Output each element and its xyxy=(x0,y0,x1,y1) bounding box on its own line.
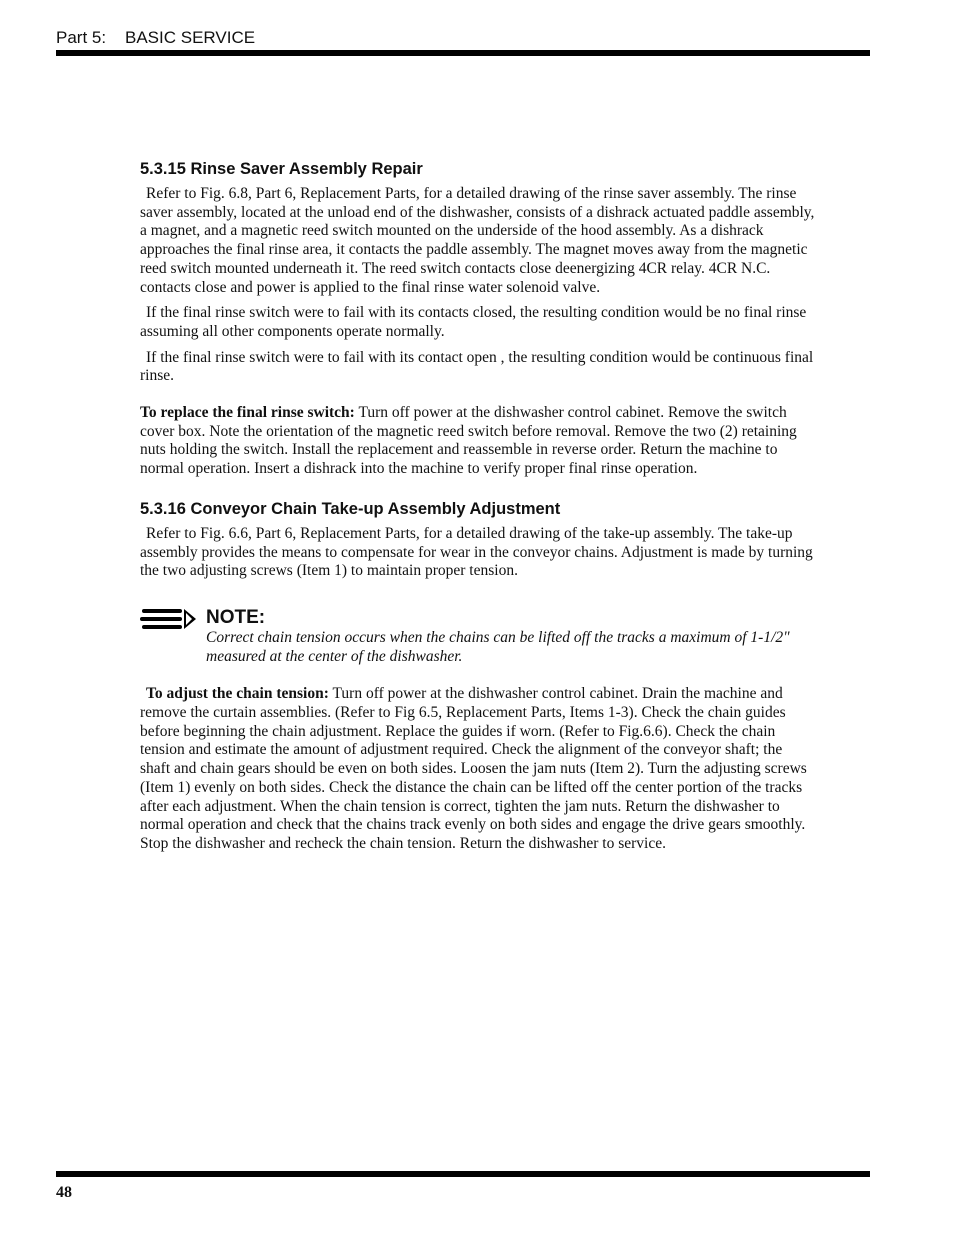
header-part: Part 5: xyxy=(56,28,107,47)
header-rule xyxy=(56,50,870,56)
paragraph: If the final rinse switch were to fail with its contacts closed, the resulting condition would be no final rinse assuming all other components operate normally. xyxy=(140,304,807,340)
section-rinse-saver xyxy=(140,160,815,479)
note-pointer-icon xyxy=(140,607,198,631)
adjust-text: Turn off power at the dishwasher control cabinet. Drain the machine and remove the curtain assemblies. (Refer to Fig 6.5, Replacement Parts, Items 1-3). Check the chain guides before beginning the chain adjustment. Replace the guides if worn. (Refer to Fig.6.6). Check the chain tension and estimate the amount of adjustment required. Check the alignment of the conveyor shaft; the shaft and chain gears should be even on both sides. Loosen the jam nuts (Item 2). Turn the adjusting screws (Item 1) evenly on both sides. Check the distance the chain can be lifted off the center portion of the tracks after each adjustment. When the chain tension is correct, tighten the jam nuts. Return the dishwasher to normal operation and check that the chains track evenly on both sides and engage the drive gears smoothly. Stop the dishwasher and recheck the chain tension. Return the dishwasher to service. xyxy=(140,685,807,852)
note-callout xyxy=(140,607,815,666)
paragraph: If the final rinse switch were to fail with its contact open , the resulting condition would be continuous final rinse. xyxy=(140,348,814,385)
replace-text: Turn off power at the dishwasher control cabinet. Remove the switch cover box. Note the orientation of the magnetic reed switch before removal. Remove the two (2) retaining nuts holding the switch. Install the replacement and reassemble in reverse order. Return the machine to normal operation. Insert a dishrack into the machine to verify proper final rinse operation. xyxy=(140,404,797,478)
adjust-instructions xyxy=(140,685,815,853)
page-header xyxy=(56,28,255,48)
footer-rule xyxy=(56,1171,870,1177)
page-number: 48 xyxy=(56,1184,72,1201)
replace-instructions xyxy=(140,404,815,479)
replace-label: To replace the final rinse switch: xyxy=(140,404,355,422)
paragraph: Refer to Fig. 6.8, Part 6, Replacement Parts, for a detailed drawing of the rinse saver assembly. The rinse saver assembly, located at the unload end of the dishwasher, consists of a dishrack actuated paddle assembly, a magnet, and a magnetic reed switch mounted on the underside of the hood assembly. As a dishrack approaches the final rinse area, it contacts the paddle assembly. The magnet moves away from the magnetic reed switch mounted underneath it. The reed switch contacts close deenergizing 4CR relay. 4CR N.C. contacts close and power is applied to the final rinse water solenoid valve. xyxy=(140,185,815,296)
adjust-label: To adjust the chain tension: xyxy=(146,685,329,703)
paragraph: Refer to Fig. 6.6, Part 6, Replacement Parts, for a detailed drawing of the take-up assembly. The take-up assembly provides the means to compensate for wear in the conveyor chains. Adjustment is made by turning the two adjusting screws (Item 1) to maintain proper tension. xyxy=(140,524,813,580)
note-title: NOTE: xyxy=(206,606,266,628)
section-heading: 5.3.15 Rinse Saver Assembly Repair xyxy=(140,160,423,178)
section-heading: 5.3.16 Conveyor Chain Take-up Assembly Adjustment xyxy=(140,499,561,518)
page-content xyxy=(140,160,815,854)
header-title: BASIC SERVICE xyxy=(125,28,256,47)
note-text: Correct chain tension occurs when the chains can be lifted off the tracks a maximum of 1-1/2" measured at the center of the dishwasher. xyxy=(206,628,790,665)
section-take-up xyxy=(140,500,815,854)
